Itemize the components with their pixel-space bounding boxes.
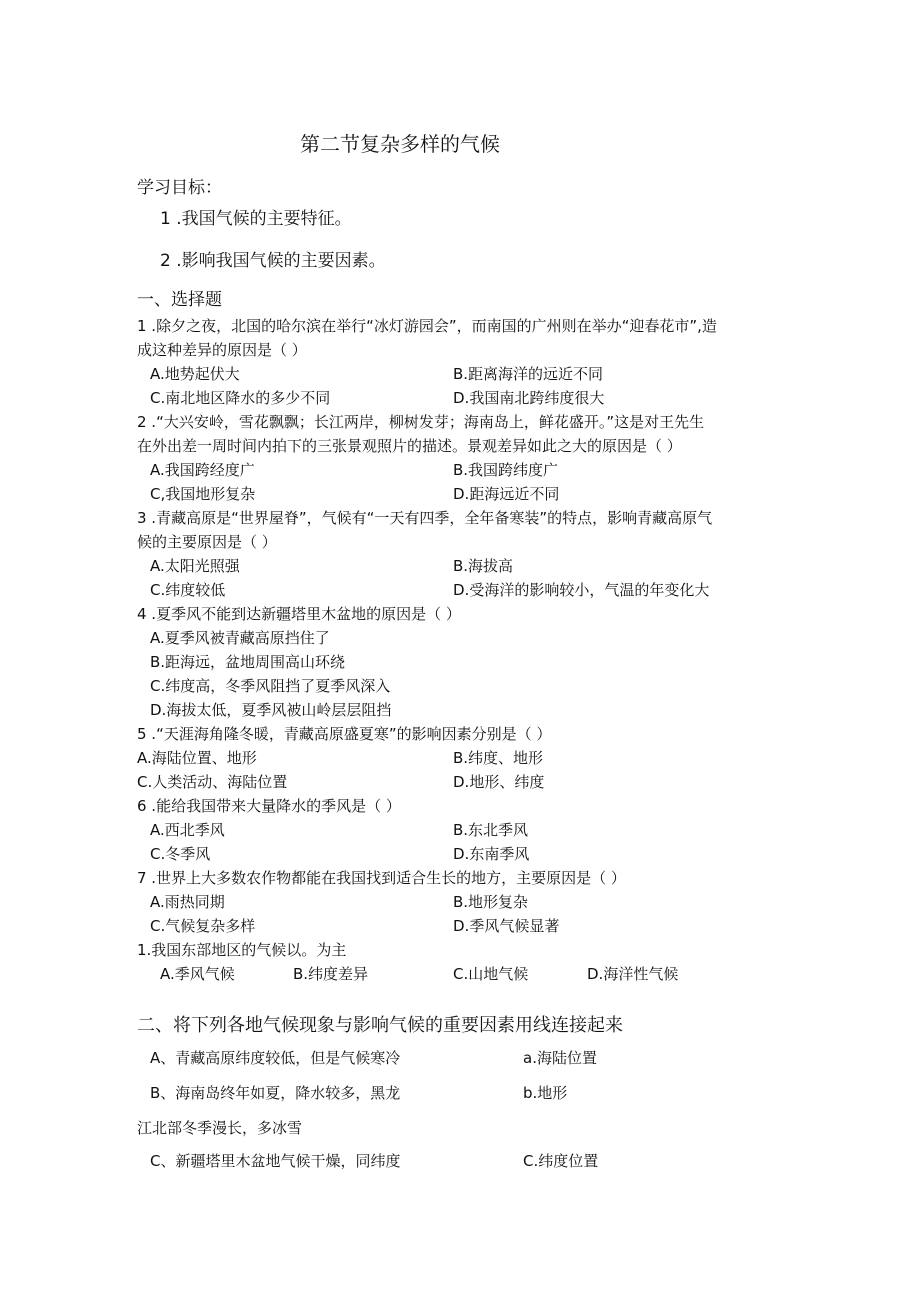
option-c: C.气候复杂多样	[150, 917, 256, 935]
option-b: B.距离海洋的远近不同	[453, 365, 604, 383]
option-d: D.海洋性气候	[587, 965, 679, 983]
option-b: B.地形复杂	[453, 893, 529, 911]
option-b: B.东北季风	[453, 821, 529, 839]
option-a: A.太阳光照强	[150, 557, 240, 575]
question-text: 6 .能给我国带来大量降水的季风是（ ）	[137, 797, 401, 815]
match-left-b-continued: 江北部冬季漫长，多冰雪	[137, 1119, 303, 1137]
option-b: B.距海远，盆地周围高山环绕	[150, 653, 346, 671]
option-c: C.南北地区降水的多少不同	[150, 389, 331, 407]
match-left-c: C、新疆塔里木盆地气候干燥，同纬度	[150, 1152, 401, 1170]
option-b: B.我国跨纬度广	[453, 461, 559, 479]
option-a: A.海陆位置、地形	[137, 749, 257, 767]
question-text: 在外出差一周时间内拍下的三张景观照片的描述。景观差异如此之大的原因是（ ）	[137, 437, 682, 455]
option-c: C,我国地形复杂	[150, 485, 256, 503]
question-text: 4 .夏季风不能到达新疆塔里木盆地的原因是（ ）	[137, 605, 461, 623]
question-text: 2 .“大兴安岭，雪花飘飘；长江两岸，柳树发芽；海南岛上，鲜花盛开。”这是对王先生	[137, 413, 705, 431]
question-text: 成这种差异的原因是（ ）	[137, 341, 307, 359]
objective-item: 1 .我国气候的主要特征。	[160, 209, 352, 229]
option-d: D.受海洋的影响较小，气温的年变化大	[453, 581, 710, 599]
option-a: A.我国跨经度广	[150, 461, 255, 479]
question-text: 5 .“天涯海角隆冬暖，青藏高原盛夏寒”的影响因素分别是（ ）	[137, 725, 552, 743]
question-text: 候的主要原因是（ ）	[137, 533, 277, 551]
option-a: A.季风气候	[160, 965, 235, 983]
objective-item: 2 .影响我国气候的主要因素。	[160, 251, 386, 271]
option-c: C.冬季风	[150, 845, 211, 863]
option-c: C.山地气候	[453, 965, 529, 983]
option-d: D.季风气候显著	[453, 917, 560, 935]
question-text: 3 .青藏高原是“世界屋脊”，气候有“一天有四季，全年备寒装”的特点，影响青藏高原气	[137, 509, 713, 527]
option-a: A.雨热同期	[150, 893, 225, 911]
option-b: B.纬度差异	[293, 965, 369, 983]
option-a: A.地势起伏大	[150, 365, 240, 383]
option-a: A.夏季风被青藏高原挡住了	[150, 629, 330, 647]
objectives-heading: 学习目标：	[137, 178, 222, 198]
section-heading-choice: 一、选择题	[137, 290, 222, 310]
option-d: D.我国南北跨纬度很大	[453, 389, 605, 407]
match-right-c: C.纬度位置	[523, 1152, 599, 1170]
question-text: 1 .除夕之夜，北国的哈尔滨在举行“冰灯游园会”，而南国的广州则在举办“迎春花市”,造	[137, 317, 717, 335]
option-d: D.地形、纬度	[453, 773, 545, 791]
question-text: 1.我国东部地区的气候以。为主	[137, 941, 347, 959]
option-d: D.海拔太低，夏季风被山岭层层阻挡	[150, 701, 392, 719]
option-c: C.人类活动、海陆位置	[137, 773, 288, 791]
option-a: A.西北季风	[150, 821, 225, 839]
question-text: 7 .世界上大多数农作物都能在我国找到适合生长的地方，主要原因是（ ）	[137, 869, 626, 887]
match-right-b: b.地形	[523, 1084, 568, 1102]
section-heading-matching: 二、将下列各地气候现象与影响气候的重要因素用线连接起来	[137, 1015, 623, 1036]
match-left-a: A、青藏高原纬度较低，但是气候寒冷	[150, 1049, 401, 1067]
option-d: D.距海远近不同	[453, 485, 560, 503]
page-title: 第二节复杂多样的气候	[300, 132, 500, 156]
option-c: C.纬度高，冬季风阻挡了夏季风深入	[150, 677, 391, 695]
match-left-b: B、海南岛终年如夏，降水较多，黑龙	[150, 1084, 401, 1102]
option-b: B.纬度、地形	[453, 749, 544, 767]
match-right-a: a.海陆位置	[523, 1049, 597, 1067]
option-d: D.东南季风	[453, 845, 530, 863]
option-b: B.海拔高	[453, 557, 514, 575]
option-c: C.纬度较低	[150, 581, 226, 599]
